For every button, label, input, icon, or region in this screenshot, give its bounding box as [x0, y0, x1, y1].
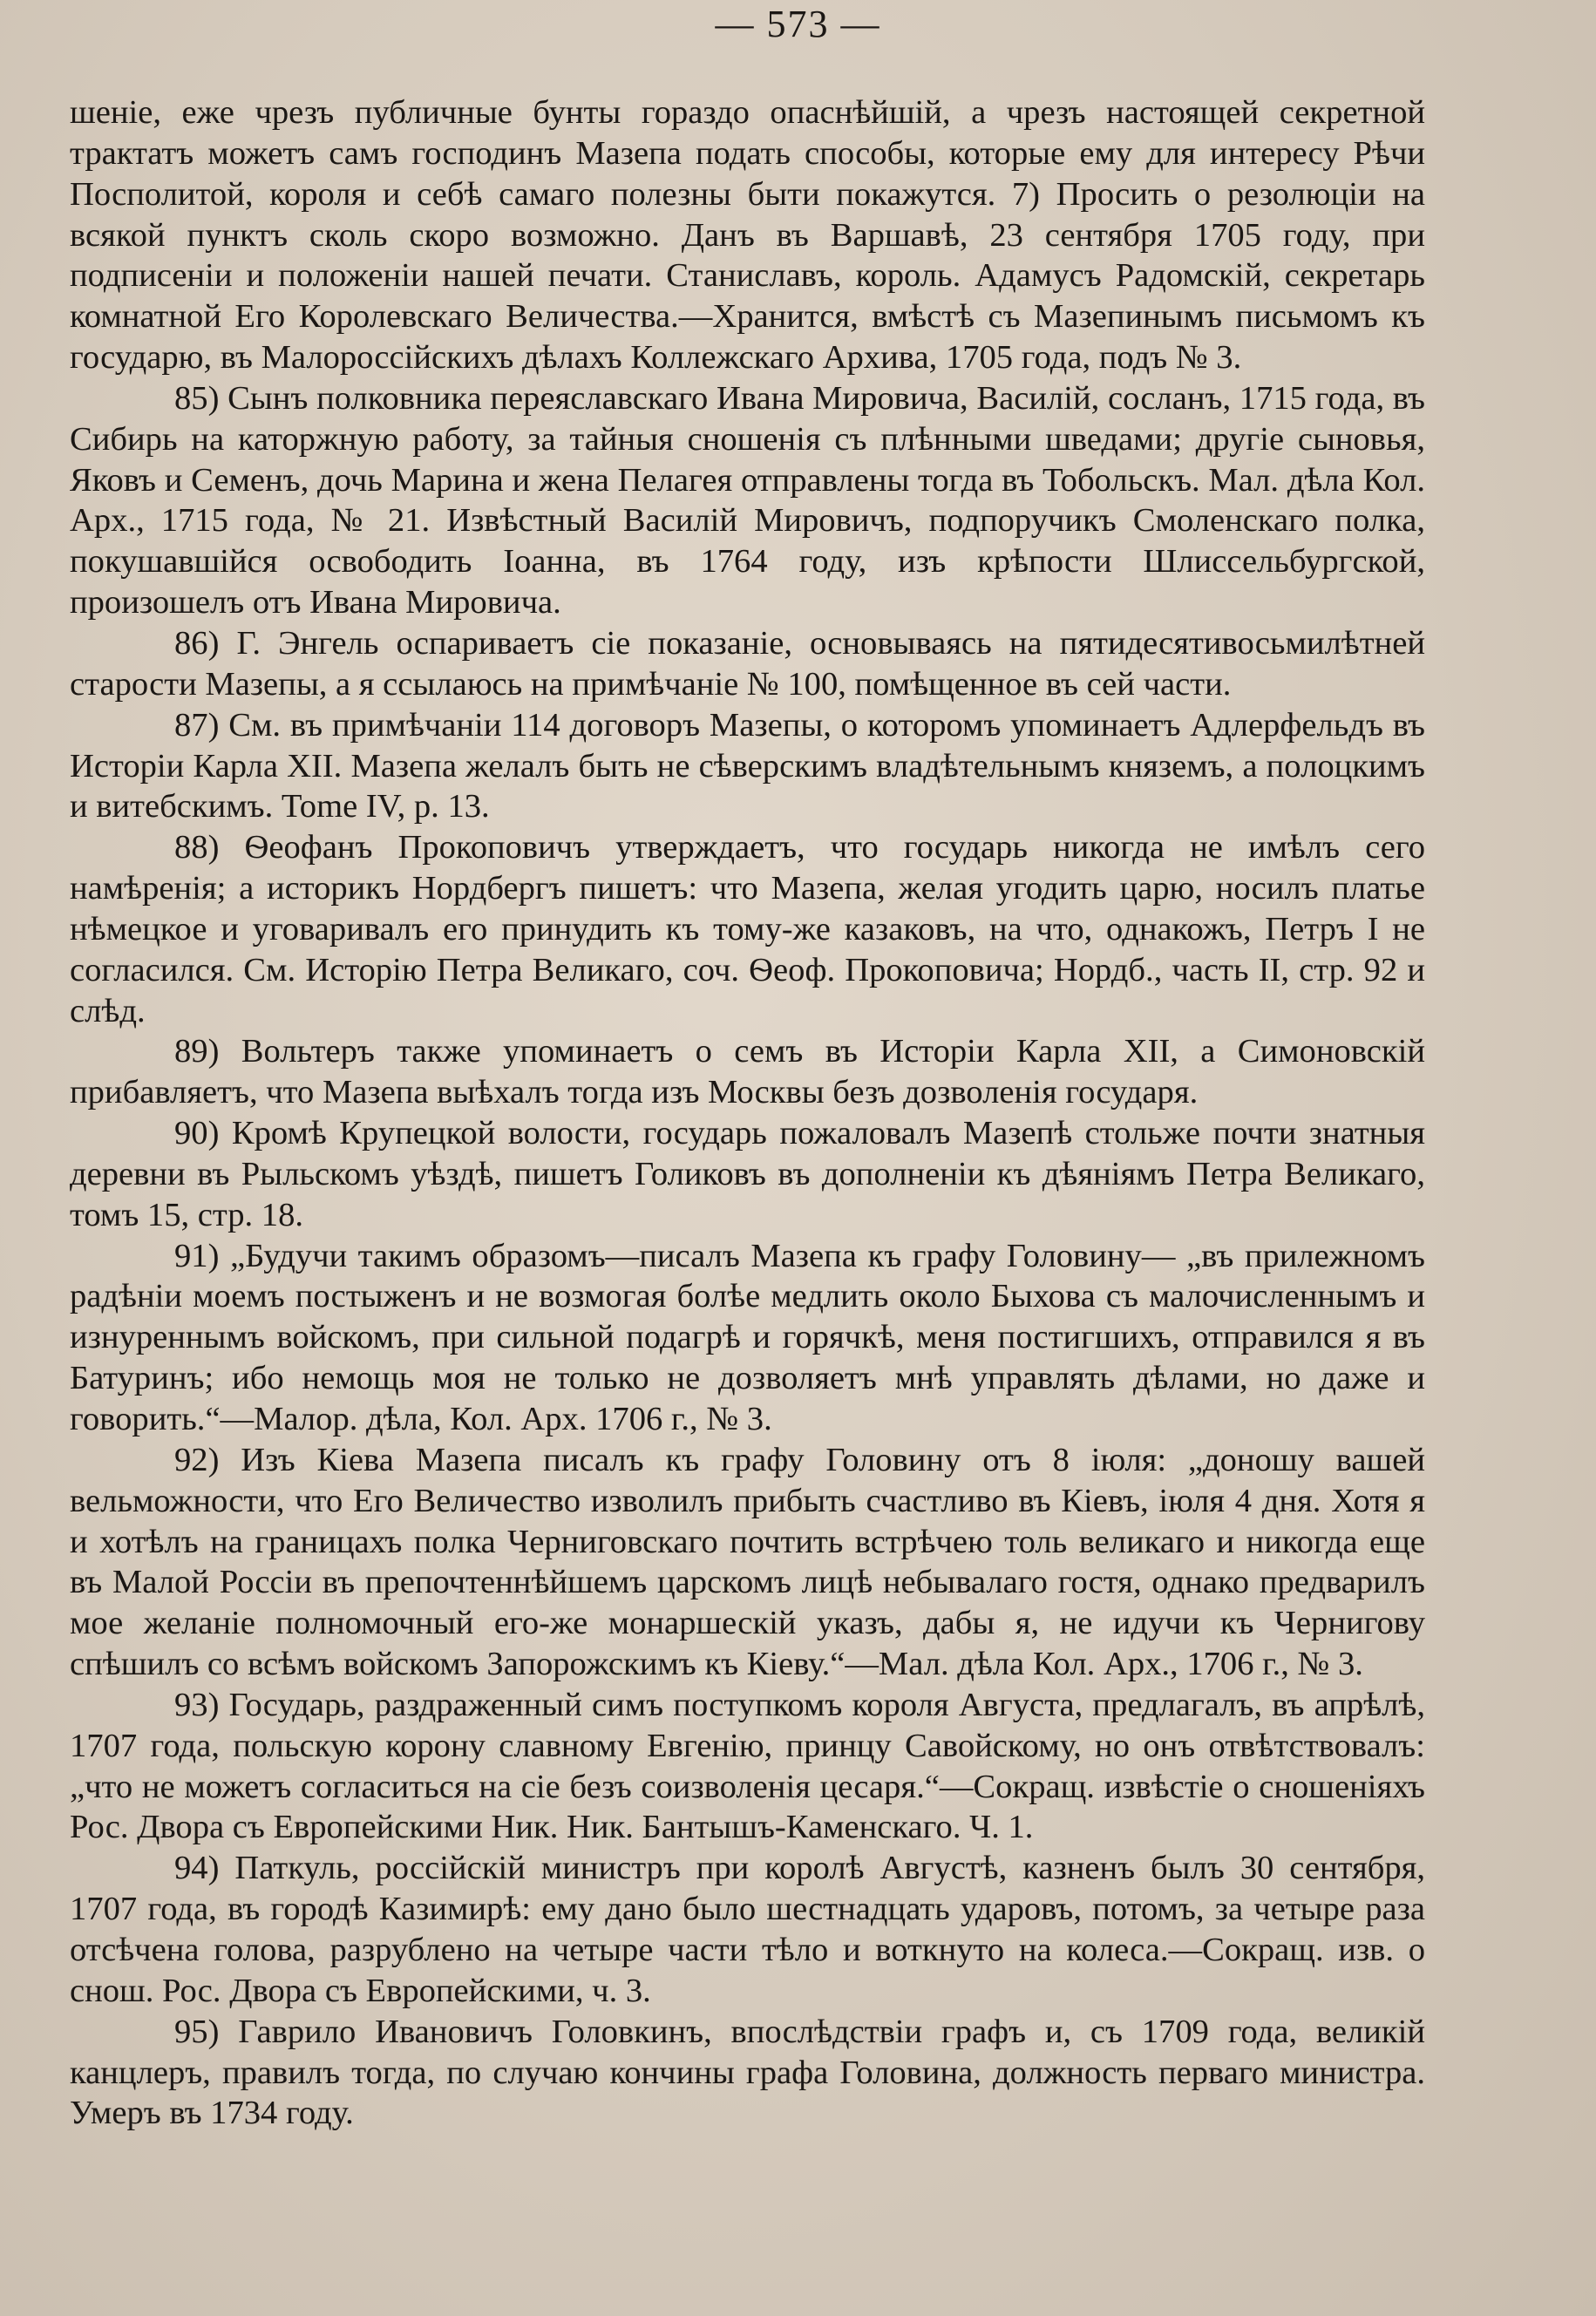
text-line: казаковъ, на что, однакожъ, Петръ I не согласился. См. Исторію Петра	[70, 910, 1425, 988]
text-line: мощь моя не только не дозволяетъ мнѣ управлять дѣлами, но даже и гово	[70, 1360, 1425, 1437]
text-line: можно. Данъ въ Варшавѣ, 23 сентября 1705 году, при подписеніи и поло	[70, 216, 1425, 295]
text-line: лагалъ, въ апрѣлѣ, 1707 года, польскую корону славному Евгенію, принцу	[70, 1686, 1425, 1764]
text-line: 87) См. въ примѣчаніи 114 договоръ Мазепы, о которомъ упоминаетъ	[174, 706, 1191, 744]
text-line: плѣнными шведами; другіе сыновья, Яковъ и Семенъ, дочь Марина и жена	[70, 420, 1426, 499]
text-line: полненіи къ дѣяніямъ Петра Великаго, томъ 15, стр. 18.	[70, 1155, 1425, 1233]
text-line: 88) Ѳеофанъ Прокоповичъ утверждаетъ, что государь никогда не имѣлъ	[174, 829, 1366, 866]
note-85	[70, 378, 1425, 623]
text-line: кушавшійся освободить Іоанна, въ 1764 году, изъ крѣпости Шлиссельбург	[104, 543, 1353, 581]
text-line: женіи нашей печати. Станиславъ, король. Адамусъ Радомскій, секретарь	[345, 257, 1425, 295]
text-line: 92) Изъ Кіева Мазепа писалъ къ графу Головину отъ 8 іюля: „до	[174, 1441, 1237, 1478]
text-line: 1705 года, подъ № 3.	[945, 339, 1242, 377]
page-text	[70, 92, 1425, 2134]
text-line: нигову спѣшилъ со всѣмъ войскомъ Запорожскимъ къ Кіеву.“—Мал. дѣла	[70, 1605, 1425, 1683]
text-line: сего намѣренія; а историкъ Нордбергъ пишетъ: что Мазепа, желая угодить	[70, 829, 1425, 907]
text-line: владѣтельнымъ княземъ, а полоцкимъ и витебскимъ. Tome IV, p. 13.	[70, 747, 1426, 825]
text-line: соизволенія цесаря.“—Сокращ. извѣстіе о сношеніяхъ Рос. Двора съ Европей	[70, 1768, 1425, 1846]
text-line: шеніе, еже чрезъ публичные бунты гораздо опаснѣйшій, а чрезъ настоя	[70, 94, 1200, 131]
text-line: моновскій прибавляетъ, что Мазепа выѣхалъ тогда изъ Москвы безъ дозво	[70, 1033, 1425, 1111]
text-line: 94) Паткуль, россійскій министръ при королѣ Августѣ, казненъ былъ	[174, 1850, 1240, 1887]
text-line: ударовъ, потомъ, за четыре раза отсѣчена голова, разрублено на четыре	[70, 1891, 1425, 1968]
text-line: щенное въ сей части.	[928, 665, 1232, 703]
text-line: 95) Гаврило Ивановичъ Головкинъ, впослѣдствіи графъ и, съ 1709	[174, 2013, 1228, 2050]
text-line: части тѣло и воткнуто на колеса.—Сокращ. изв. о снош. Рос. Двора съ Евро	[70, 1931, 1425, 2009]
paragraph-continuation	[70, 92, 1425, 378]
text-line: въ Кіевъ, іюля 4 дня. Хотя я и хотѣлъ на границахъ полка Черниговскаго	[70, 1482, 1425, 1560]
text-line: же почти знатныя деревни въ Рыльскомъ уѣздѣ, пишетъ Голиковъ въ до	[70, 1115, 1425, 1192]
note-87	[70, 705, 1425, 828]
text-line: пейскими, ч. 3.	[435, 1972, 651, 2009]
text-line: почтеннѣйшемъ царскомъ лицѣ небывалаго гостя, однако предварилъ мое	[70, 1564, 1425, 1642]
text-line: которые ему для интересу Рѣчи Посполитой, короля и себѣ самаго полезны	[70, 134, 1426, 213]
note-88	[70, 827, 1425, 1031]
text-line: вина, должность перваго министра. Умеръ въ 1734 году.	[70, 2054, 1425, 2132]
text-line: письмомъ къ государю, въ Малороссійскихъ дѣлахъ Коллежскаго Архива,	[70, 298, 1425, 377]
page-number: — 573 —	[715, 3, 881, 45]
note-89	[70, 1031, 1425, 1113]
text-line: быти покажутся. 7) Просить о резолюціи на всякой пунктъ сколь скоро воз	[70, 175, 1425, 254]
text-line: 93) Государь, раздраженный симъ поступкомъ короля Августа, пред	[174, 1686, 1159, 1723]
text-line: сланъ, 1715 года, въ Сибирь на каторжную работу, за тайныя сношенія съ	[70, 379, 1425, 458]
note-91	[70, 1236, 1425, 1440]
text-line: Великаго, соч. Ѳеоф. Прокоповича; Нордб., часть II, стр. 92 и слѣд.	[70, 951, 1425, 1029]
text-line: „въ прилежномъ радѣніи моемъ постыженъ и не возмогая болѣе медлить	[70, 1237, 1425, 1315]
text-line: желаніе полномочный его-же монаршескій указъ, дабы я, не идучи къ Чер	[143, 1605, 1328, 1642]
text-line: 90) Кромѣ Крупецкой волости, государь пожаловалъ Мазепѣ столь	[174, 1115, 1163, 1152]
text-line: ношу вашей вельможности, что Его Величество изволилъ прибыть счастливо	[70, 1441, 1425, 1519]
note-90	[70, 1113, 1425, 1236]
text-line: 91) „Будучи такимъ образомъ—писалъ Мазепа къ графу Головину—	[174, 1237, 1186, 1274]
text-line: 85) Сынъ полковника переяславскаго Ивана Мировича, Василій, со	[174, 379, 1141, 417]
text-line: Адлерфельдъ въ Исторіи Карла XII. Мазепа желалъ быть не сѣверскимъ	[70, 706, 1425, 784]
text-line: 86) Г. Энгель оспариваетъ сіе показаніе, основываясь на пятидесяти	[174, 624, 1222, 662]
text-line: Кол. Арх., 1706 г., № 3.	[1032, 1646, 1363, 1683]
text-line: № 21. Извѣстный Василій Мировичъ, подпоручикъ Смоленскаго полка, по	[70, 502, 1425, 581]
text-line: ленія государя.	[982, 1074, 1199, 1111]
note-93	[70, 1685, 1425, 1848]
text-line: ской, произошелъ отъ Ивана Мировича.	[70, 543, 1425, 621]
text-line: около Быхова съ малочисленнымъ и изнуреннымъ войскомъ, при сильной	[70, 1278, 1425, 1356]
text-line: царю, носилъ платье нѣмецкое и уговаривалъ его принудить къ тому-же	[70, 870, 1425, 947]
note-86	[70, 623, 1425, 705]
note-92	[70, 1440, 1425, 1685]
text-line: подагрѣ и горячкѣ, меня постигшихъ, отправился я въ Батуринъ; ибо не	[70, 1319, 1425, 1397]
text-line: почтить встрѣчею толь великаго и никогда еще въ Малой Россіи въ пре	[70, 1523, 1425, 1601]
text-line: рить.“—Малор. дѣла, Кол. Арх. 1706 г., № 3.	[132, 1401, 772, 1437]
note-95	[70, 2012, 1425, 2135]
text-line: года, великій канцлеръ, правилъ тогда, по случаю кончины графа Голо	[70, 2013, 1426, 2091]
text-line: восьмилѣтней старости Мазепы, а я ссылаюсь на примѣчаніе № 100, помѣ	[70, 624, 1425, 703]
text-line: комнатной Его Королевскаго Величества.—Хранится, вмѣстѣ съ Мазепинымъ	[70, 298, 1236, 336]
note-94	[70, 1848, 1425, 2011]
text-line: Пелагея отправлены тогда въ Тобольскъ. Мал. дѣла Кол. Арх., 1715 года,	[70, 461, 1425, 540]
text-line: 89) Вольтеръ также упоминаетъ о семъ въ Исторіи Карла XII, а Си	[174, 1033, 1279, 1070]
text-line: Савойскому, но онъ отвѣтствовалъ: „что не можетъ согласиться на сіе безъ	[70, 1727, 1425, 1805]
text-line: щей секретной трактатъ можетъ самъ господинъ Мазепа подать способы,	[70, 94, 1426, 172]
text-line: скими Ник. Ник. Бантышъ-Каменскаго. Ч. 1.	[394, 1809, 1034, 1846]
text-line: 30 сентября, 1707 года, въ городѣ Казимирѣ: ему дано было шестнадцать	[70, 1850, 1425, 1928]
